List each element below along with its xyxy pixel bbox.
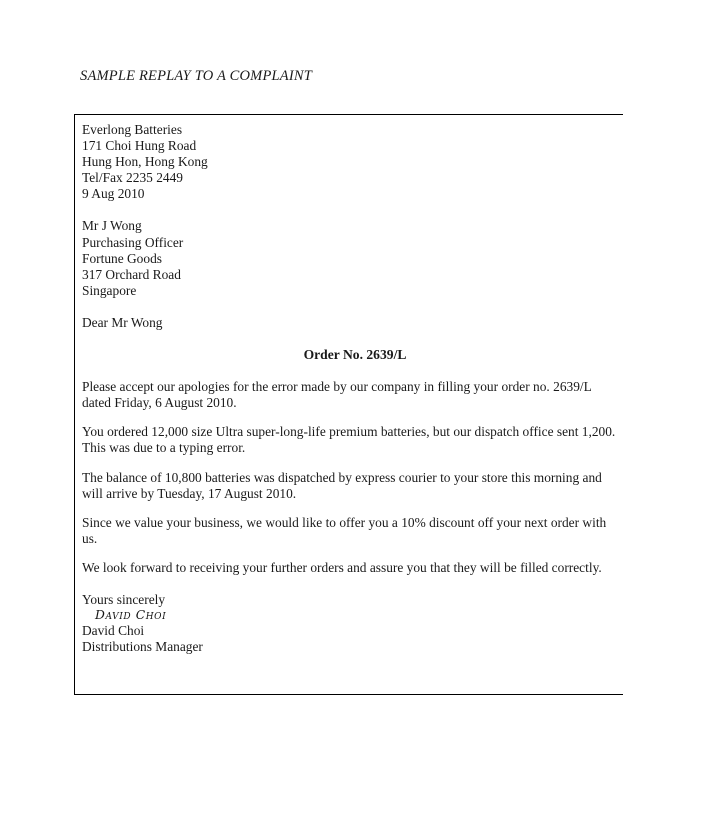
- sender-address-block: [82, 122, 618, 202]
- recipient-address-line: Mr J Wong: [82, 218, 142, 234]
- sender-address-line: 171 Choi Hung Road: [82, 138, 197, 154]
- signer-name: David Choi: [82, 623, 145, 639]
- body-paragraph: You ordered 12,000 size Ultra super-long-life premium batteries, but our dispatch office sent 1,200. This was due to a typing error.: [82, 424, 616, 456]
- body-paragraph: Since we value your business, we would like to offer you a 10% discount off your next order with us.: [82, 514, 607, 546]
- handwritten-signature: David Choi: [95, 608, 167, 623]
- letter-frame: [74, 114, 623, 695]
- recipient-address-line: Purchasing Officer: [82, 234, 184, 250]
- body-paragraph: We look forward to receiving your further orders and assure you that they will be filled correctly.: [82, 559, 602, 575]
- spacer: [82, 331, 618, 347]
- body-paragraph: The balance of 10,800 batteries was dispatched by express courier to your store this morning and will arrive by Tuesday, 17 August 2010.: [82, 469, 602, 501]
- sender-address-line: Everlong Batteries: [82, 122, 183, 137]
- spacer: [82, 547, 618, 560]
- spacer: [82, 576, 618, 592]
- spacer: [82, 202, 618, 218]
- salutation: Dear Mr Wong: [82, 314, 163, 330]
- closing-phrase: Yours sincerely: [82, 591, 166, 607]
- recipient-address-line: Singapore: [82, 282, 137, 298]
- spacer: [82, 299, 618, 315]
- spacer: [82, 363, 618, 379]
- sender-address-line: Tel/Fax 2235 2449: [82, 170, 183, 186]
- subject-line: Order No. 2639/L: [303, 347, 407, 363]
- spacer: [82, 502, 618, 515]
- recipient-address-line: 317 Orchard Road: [82, 266, 181, 282]
- letter-content: [82, 122, 618, 655]
- recipient-address-line: Fortune Goods: [82, 250, 162, 266]
- recipient-address-block: [82, 218, 618, 298]
- signer-title: Distributions Manager: [82, 639, 203, 655]
- page-title: SAMPLE REPLAY TO A COMPLAINT: [80, 68, 312, 84]
- body-paragraph: Please accept our apologies for the error made by our company in filling your order no. 2639/L dated Friday, 6 August 2010.: [82, 379, 592, 411]
- sender-date-line: 9 Aug 2010: [82, 186, 145, 202]
- spacer: [82, 411, 618, 424]
- spacer: [82, 457, 618, 470]
- sender-address-line: Hung Hon, Hong Kong: [82, 154, 208, 170]
